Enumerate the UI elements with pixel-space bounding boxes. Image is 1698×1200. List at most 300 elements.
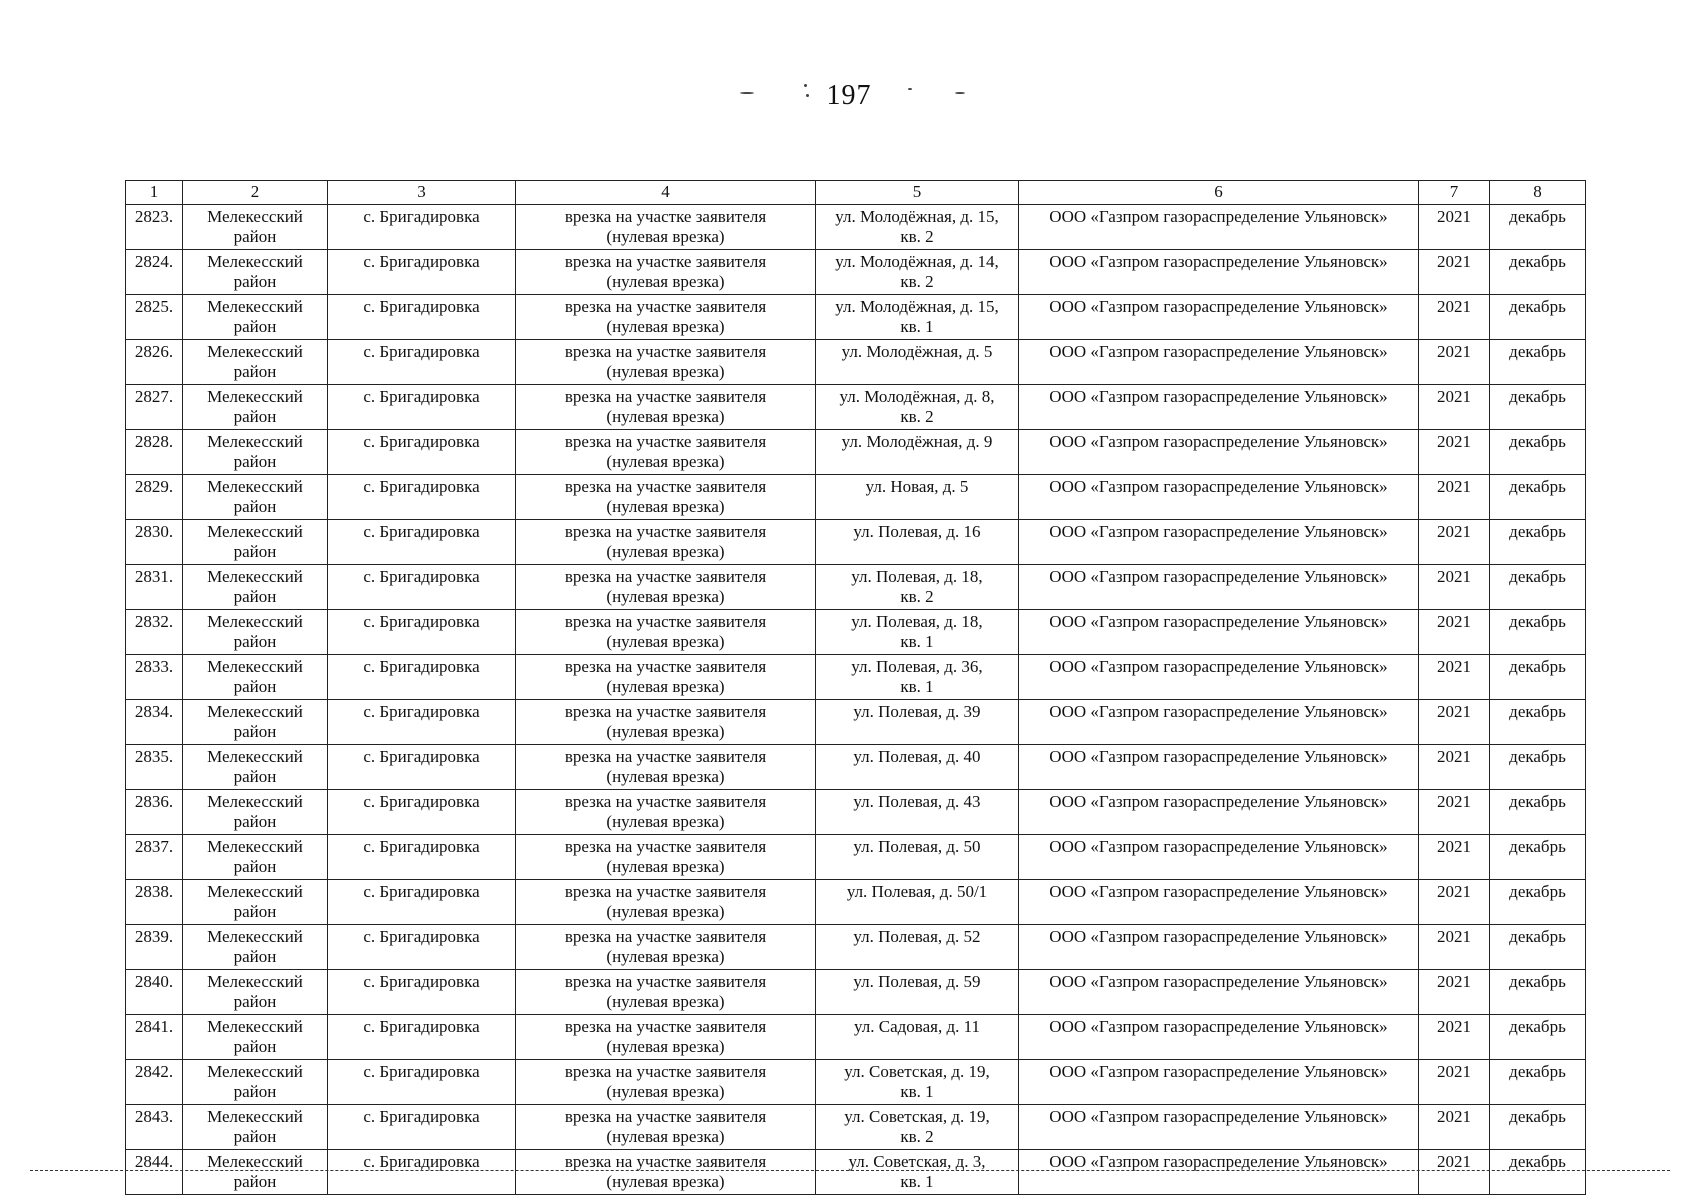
address-cell	[816, 565, 1019, 610]
month-cell: декабрь	[1490, 250, 1586, 295]
address-line: ул. Советская, д. 3,	[848, 1152, 986, 1171]
work-type-line: врезка на участке заявителя	[564, 522, 767, 541]
district-line: район	[233, 722, 277, 741]
work-type-line: врезка на участке заявителя	[564, 1152, 767, 1171]
organization-cell: ООО «Газпром газораспределение Ульяновск»	[1019, 385, 1419, 430]
work-type-line: (нулевая врезка)	[606, 587, 725, 606]
work-type-line: врезка на участке заявителя	[564, 612, 767, 631]
row-number-cell: 2841.	[126, 1015, 183, 1060]
settlement-cell: с. Бригадировка	[328, 745, 516, 790]
row-number-cell: 2842.	[126, 1060, 183, 1105]
district-cell	[183, 475, 328, 520]
address-line: ул. Советская, д. 19,	[844, 1062, 990, 1081]
address-line: кв. 2	[900, 227, 934, 246]
month-cell: декабрь	[1490, 880, 1586, 925]
row-number-cell: 2844.	[126, 1150, 183, 1195]
address-line: ул. Молодёжная, д. 15,	[835, 297, 999, 316]
work-type-line: (нулевая врезка)	[606, 632, 725, 651]
work-type-cell	[516, 790, 816, 835]
settlement-cell: с. Бригадировка	[328, 385, 516, 430]
work-type-line: врезка на участке заявителя	[564, 657, 767, 676]
district-line: Мелекесский	[207, 1017, 303, 1036]
row-number-cell: 2827.	[126, 385, 183, 430]
district-line: Мелекесский	[207, 297, 303, 316]
district-cell	[183, 250, 328, 295]
work-type-line: (нулевая врезка)	[606, 1172, 725, 1191]
year-cell: 2021	[1419, 925, 1490, 970]
organization-cell: ООО «Газпром газораспределение Ульяновск»	[1019, 340, 1419, 385]
district-line: Мелекесский	[207, 252, 303, 271]
district-line: район	[233, 632, 277, 651]
settlement-cell: с. Бригадировка	[328, 1150, 516, 1195]
year-cell: 2021	[1419, 610, 1490, 655]
address-line: кв. 1	[900, 1172, 934, 1191]
work-type-line: врезка на участке заявителя	[564, 1017, 767, 1036]
year-cell: 2021	[1419, 970, 1490, 1015]
year-cell: 2021	[1419, 880, 1490, 925]
row-number-cell: 2837.	[126, 835, 183, 880]
address-line: кв. 2	[900, 587, 934, 606]
month-cell: декабрь	[1490, 1105, 1586, 1150]
district-cell	[183, 520, 328, 565]
settlement-cell: с. Бригадировка	[328, 970, 516, 1015]
year-cell: 2021	[1419, 745, 1490, 790]
district-line: район	[233, 767, 277, 786]
year-cell: 2021	[1419, 1105, 1490, 1150]
work-type-line: (нулевая врезка)	[606, 542, 725, 561]
district-cell	[183, 1150, 328, 1195]
district-line: Мелекесский	[207, 612, 303, 631]
address-line: ул. Молодёжная, д. 15,	[835, 207, 999, 226]
district-cell	[183, 835, 328, 880]
year-cell: 2021	[1419, 1150, 1490, 1195]
year-cell: 2021	[1419, 430, 1490, 475]
month-cell: декабрь	[1490, 700, 1586, 745]
month-cell: декабрь	[1490, 565, 1586, 610]
district-line: Мелекесский	[207, 387, 303, 406]
column-number: 3	[328, 181, 516, 205]
month-cell: декабрь	[1490, 520, 1586, 565]
month-cell: декабрь	[1490, 475, 1586, 520]
settlement-cell: с. Бригадировка	[328, 925, 516, 970]
work-type-line: врезка на участке заявителя	[564, 702, 767, 721]
table-row	[126, 1060, 1586, 1105]
district-line: район	[233, 587, 277, 606]
address-cell	[816, 835, 1019, 880]
month-cell: декабрь	[1490, 430, 1586, 475]
work-type-line: (нулевая врезка)	[606, 812, 725, 831]
work-type-cell	[516, 610, 816, 655]
row-number-cell: 2825.	[126, 295, 183, 340]
month-cell: декабрь	[1490, 385, 1586, 430]
settlement-cell: с. Бригадировка	[328, 610, 516, 655]
work-type-line: (нулевая врезка)	[606, 272, 725, 291]
district-cell	[183, 745, 328, 790]
year-cell: 2021	[1419, 385, 1490, 430]
address-cell	[816, 295, 1019, 340]
district-line: район	[233, 812, 277, 831]
organization-cell: ООО «Газпром газораспределение Ульяновск»	[1019, 610, 1419, 655]
table-row	[126, 205, 1586, 250]
address-line: кв. 1	[900, 317, 934, 336]
row-number-cell: 2838.	[126, 880, 183, 925]
year-cell: 2021	[1419, 700, 1490, 745]
district-line: Мелекесский	[207, 657, 303, 676]
district-line: Мелекесский	[207, 1107, 303, 1126]
row-number-cell: 2832.	[126, 610, 183, 655]
settlement-cell: с. Бригадировка	[328, 205, 516, 250]
district-line: Мелекесский	[207, 747, 303, 766]
column-number-row	[126, 181, 1586, 205]
district-line: район	[233, 1037, 277, 1056]
organization-cell: ООО «Газпром газораспределение Ульяновск»	[1019, 745, 1419, 790]
address-cell	[816, 655, 1019, 700]
organization-cell: ООО «Газпром газораспределение Ульяновск»	[1019, 430, 1419, 475]
work-type-cell	[516, 475, 816, 520]
work-type-cell	[516, 700, 816, 745]
address-cell	[816, 475, 1019, 520]
district-line: район	[233, 677, 277, 696]
month-cell: декабрь	[1490, 970, 1586, 1015]
month-cell: декабрь	[1490, 295, 1586, 340]
organization-cell: ООО «Газпром газораспределение Ульяновск»	[1019, 970, 1419, 1015]
work-type-line: врезка на участке заявителя	[564, 1107, 767, 1126]
work-type-line: врезка на участке заявителя	[564, 972, 767, 991]
address-cell	[816, 880, 1019, 925]
district-line: район	[233, 542, 277, 561]
district-line: Мелекесский	[207, 927, 303, 946]
work-type-line: (нулевая врезка)	[606, 497, 725, 516]
address-cell	[816, 610, 1019, 655]
address-cell	[816, 1105, 1019, 1150]
row-number-cell: 2836.	[126, 790, 183, 835]
district-line: район	[233, 992, 277, 1011]
district-cell	[183, 700, 328, 745]
work-type-cell	[516, 1105, 816, 1150]
address-line: кв. 2	[900, 1127, 934, 1146]
organization-cell: ООО «Газпром газораспределение Ульяновск»	[1019, 790, 1419, 835]
work-type-line: (нулевая врезка)	[606, 407, 725, 426]
work-type-line: (нулевая врезка)	[606, 452, 725, 471]
work-type-line: врезка на участке заявителя	[564, 882, 767, 901]
column-number: 8	[1490, 181, 1586, 205]
district-line: район	[233, 362, 277, 381]
address-line: кв. 2	[900, 272, 934, 291]
district-line: район	[233, 317, 277, 336]
work-type-line: врезка на участке заявителя	[564, 567, 767, 586]
organization-cell: ООО «Газпром газораспределение Ульяновск»	[1019, 925, 1419, 970]
work-type-cell	[516, 205, 816, 250]
district-line: Мелекесский	[207, 342, 303, 361]
table-body	[126, 205, 1586, 1195]
address-line: ул. Полевая, д. 52	[853, 927, 981, 946]
column-number: 5	[816, 181, 1019, 205]
settlement-cell: с. Бригадировка	[328, 520, 516, 565]
work-type-cell	[516, 1015, 816, 1060]
district-cell	[183, 790, 328, 835]
row-number-cell: 2840.	[126, 970, 183, 1015]
work-type-cell	[516, 340, 816, 385]
table-row	[126, 880, 1586, 925]
organization-cell: ООО «Газпром газораспределение Ульяновск»	[1019, 1150, 1419, 1195]
settlement-cell: с. Бригадировка	[328, 835, 516, 880]
settlement-cell: с. Бригадировка	[328, 475, 516, 520]
work-type-line: врезка на участке заявителя	[564, 252, 767, 271]
year-cell: 2021	[1419, 655, 1490, 700]
work-type-cell	[516, 430, 816, 475]
work-type-line: врезка на участке заявителя	[564, 747, 767, 766]
organization-cell: ООО «Газпром газораспределение Ульяновск»	[1019, 1015, 1419, 1060]
work-type-cell	[516, 745, 816, 790]
address-line: ул. Полевая, д. 36,	[851, 657, 983, 676]
table-row	[126, 925, 1586, 970]
address-cell	[816, 970, 1019, 1015]
year-cell: 2021	[1419, 340, 1490, 385]
year-cell: 2021	[1419, 835, 1490, 880]
scan-speck	[806, 94, 809, 97]
month-cell: декабрь	[1490, 1015, 1586, 1060]
work-type-line: врезка на участке заявителя	[564, 342, 767, 361]
year-cell: 2021	[1419, 520, 1490, 565]
year-cell: 2021	[1419, 1015, 1490, 1060]
year-cell: 2021	[1419, 565, 1490, 610]
district-line: район	[233, 857, 277, 876]
work-type-cell	[516, 295, 816, 340]
district-cell	[183, 655, 328, 700]
district-cell	[183, 1060, 328, 1105]
work-type-line: (нулевая врезка)	[606, 1037, 725, 1056]
settlement-cell: с. Бригадировка	[328, 295, 516, 340]
address-line: ул. Полевая, д. 50/1	[846, 882, 988, 901]
district-line: район	[233, 407, 277, 426]
work-type-line: (нулевая врезка)	[606, 947, 725, 966]
scan-speck	[908, 88, 912, 90]
row-number-cell: 2834.	[126, 700, 183, 745]
table-row	[126, 790, 1586, 835]
district-line: Мелекесский	[207, 792, 303, 811]
district-line: район	[233, 902, 277, 921]
district-line: район	[233, 227, 277, 246]
settlement-cell: с. Бригадировка	[328, 430, 516, 475]
address-cell	[816, 1015, 1019, 1060]
address-line: ул. Полевая, д. 43	[853, 792, 981, 811]
address-line: ул. Полевая, д. 40	[853, 747, 981, 766]
work-type-line: врезка на участке заявителя	[564, 1062, 767, 1081]
address-cell	[816, 700, 1019, 745]
table-row	[126, 295, 1586, 340]
organization-cell: ООО «Газпром газораспределение Ульяновск»	[1019, 565, 1419, 610]
district-cell	[183, 880, 328, 925]
bottom-rule	[30, 1170, 1670, 1171]
row-number-cell: 2839.	[126, 925, 183, 970]
organization-cell: ООО «Газпром газораспределение Ульяновск»	[1019, 880, 1419, 925]
row-number-cell: 2823.	[126, 205, 183, 250]
district-line: район	[233, 272, 277, 291]
address-cell	[816, 1150, 1019, 1195]
work-type-line: (нулевая врезка)	[606, 857, 725, 876]
row-number-cell: 2843.	[126, 1105, 183, 1150]
address-line: ул. Полевая, д. 50	[853, 837, 981, 856]
address-cell	[816, 385, 1019, 430]
district-line: район	[233, 947, 277, 966]
row-number-cell: 2829.	[126, 475, 183, 520]
table-row	[126, 430, 1586, 475]
work-type-line: врезка на участке заявителя	[564, 207, 767, 226]
year-cell: 2021	[1419, 790, 1490, 835]
district-line: район	[233, 1172, 277, 1191]
row-number-cell: 2828.	[126, 430, 183, 475]
row-number-cell: 2830.	[126, 520, 183, 565]
address-line: ул. Новая, д. 5	[865, 477, 969, 496]
registry-table	[125, 180, 1586, 1195]
table-row	[126, 520, 1586, 565]
row-number-cell: 2833.	[126, 655, 183, 700]
district-line: Мелекесский	[207, 207, 303, 226]
organization-cell: ООО «Газпром газораспределение Ульяновск»	[1019, 655, 1419, 700]
address-line: кв. 1	[900, 1082, 934, 1101]
district-line: район	[233, 497, 277, 516]
address-cell	[816, 250, 1019, 295]
row-number-cell: 2824.	[126, 250, 183, 295]
settlement-cell: с. Бригадировка	[328, 700, 516, 745]
district-cell	[183, 565, 328, 610]
district-cell	[183, 385, 328, 430]
district-cell	[183, 1015, 328, 1060]
settlement-cell: с. Бригадировка	[328, 790, 516, 835]
address-cell	[816, 520, 1019, 565]
district-line: Мелекесский	[207, 837, 303, 856]
row-number-cell: 2835.	[126, 745, 183, 790]
organization-cell: ООО «Газпром газораспределение Ульяновск»	[1019, 835, 1419, 880]
table-row	[126, 475, 1586, 520]
district-cell	[183, 925, 328, 970]
district-line: Мелекесский	[207, 1062, 303, 1081]
address-cell	[816, 340, 1019, 385]
scan-speck	[804, 84, 807, 87]
work-type-cell	[516, 520, 816, 565]
work-type-line: (нулевая врезка)	[606, 227, 725, 246]
organization-cell: ООО «Газпром газораспределение Ульяновск»	[1019, 475, 1419, 520]
year-cell: 2021	[1419, 295, 1490, 340]
table-row	[126, 340, 1586, 385]
scan-speck	[740, 92, 754, 94]
address-cell	[816, 925, 1019, 970]
table-row	[126, 835, 1586, 880]
work-type-cell	[516, 1150, 816, 1195]
district-line: Мелекесский	[207, 972, 303, 991]
work-type-line: врезка на участке заявителя	[564, 297, 767, 316]
work-type-cell	[516, 655, 816, 700]
address-line: ул. Молодёжная, д. 8,	[839, 387, 995, 406]
table-row	[126, 250, 1586, 295]
address-line: кв. 1	[900, 677, 934, 696]
work-type-line: (нулевая врезка)	[606, 992, 725, 1011]
table-row	[126, 1150, 1586, 1195]
settlement-cell: с. Бригадировка	[328, 250, 516, 295]
month-cell: декабрь	[1490, 1060, 1586, 1105]
address-line: кв. 2	[900, 407, 934, 426]
district-line: район	[233, 1082, 277, 1101]
address-line: ул. Советская, д. 19,	[844, 1107, 990, 1126]
work-type-line: врезка на участке заявителя	[564, 477, 767, 496]
district-line: район	[233, 452, 277, 471]
year-cell: 2021	[1419, 1060, 1490, 1105]
organization-cell: ООО «Газпром газораспределение Ульяновск»	[1019, 1060, 1419, 1105]
district-line: Мелекесский	[207, 1152, 303, 1171]
settlement-cell: с. Бригадировка	[328, 655, 516, 700]
address-line: ул. Молодёжная, д. 14,	[835, 252, 999, 271]
month-cell: декабрь	[1490, 790, 1586, 835]
work-type-cell	[516, 250, 816, 295]
district-cell	[183, 970, 328, 1015]
district-line: Мелекесский	[207, 477, 303, 496]
column-number: 7	[1419, 181, 1490, 205]
address-line: ул. Полевая, д. 18,	[851, 612, 983, 631]
district-cell	[183, 340, 328, 385]
table-row	[126, 565, 1586, 610]
settlement-cell: с. Бригадировка	[328, 1015, 516, 1060]
page-number: 197	[826, 80, 872, 111]
address-line: кв. 1	[900, 632, 934, 651]
table-row	[126, 385, 1586, 430]
table-row	[126, 655, 1586, 700]
work-type-line: (нулевая врезка)	[606, 722, 725, 741]
work-type-cell	[516, 925, 816, 970]
work-type-line: врезка на участке заявителя	[564, 387, 767, 406]
district-line: Мелекесский	[207, 567, 303, 586]
address-cell	[816, 790, 1019, 835]
work-type-line: (нулевая врезка)	[606, 767, 725, 786]
organization-cell: ООО «Газпром газораспределение Ульяновск»	[1019, 700, 1419, 745]
organization-cell: ООО «Газпром газораспределение Ульяновск»	[1019, 295, 1419, 340]
district-line: район	[233, 1127, 277, 1146]
month-cell: декабрь	[1490, 745, 1586, 790]
settlement-cell: с. Бригадировка	[328, 565, 516, 610]
month-cell: декабрь	[1490, 1150, 1586, 1195]
work-type-cell	[516, 565, 816, 610]
month-cell: декабрь	[1490, 655, 1586, 700]
work-type-cell	[516, 835, 816, 880]
address-line: ул. Полевая, д. 59	[853, 972, 981, 991]
address-cell	[816, 205, 1019, 250]
district-line: Мелекесский	[207, 432, 303, 451]
year-cell: 2021	[1419, 205, 1490, 250]
work-type-line: врезка на участке заявителя	[564, 432, 767, 451]
address-line: ул. Молодёжная, д. 9	[841, 432, 993, 451]
column-number: 2	[183, 181, 328, 205]
district-line: Мелекесский	[207, 702, 303, 721]
district-line: Мелекесский	[207, 882, 303, 901]
settlement-cell: с. Бригадировка	[328, 340, 516, 385]
organization-cell: ООО «Газпром газораспределение Ульяновск»	[1019, 1105, 1419, 1150]
work-type-line: (нулевая врезка)	[606, 1082, 725, 1101]
work-type-cell	[516, 1060, 816, 1105]
scan-speck	[955, 92, 965, 94]
district-cell	[183, 295, 328, 340]
table-row	[126, 1015, 1586, 1060]
table-row	[126, 610, 1586, 655]
district-cell	[183, 610, 328, 655]
work-type-line: (нулевая врезка)	[606, 902, 725, 921]
settlement-cell: с. Бригадировка	[328, 880, 516, 925]
month-cell: декабрь	[1490, 835, 1586, 880]
district-cell	[183, 205, 328, 250]
work-type-line: врезка на участке заявителя	[564, 837, 767, 856]
column-number: 6	[1019, 181, 1419, 205]
row-number-cell: 2831.	[126, 565, 183, 610]
month-cell: декабрь	[1490, 340, 1586, 385]
table-row	[126, 970, 1586, 1015]
